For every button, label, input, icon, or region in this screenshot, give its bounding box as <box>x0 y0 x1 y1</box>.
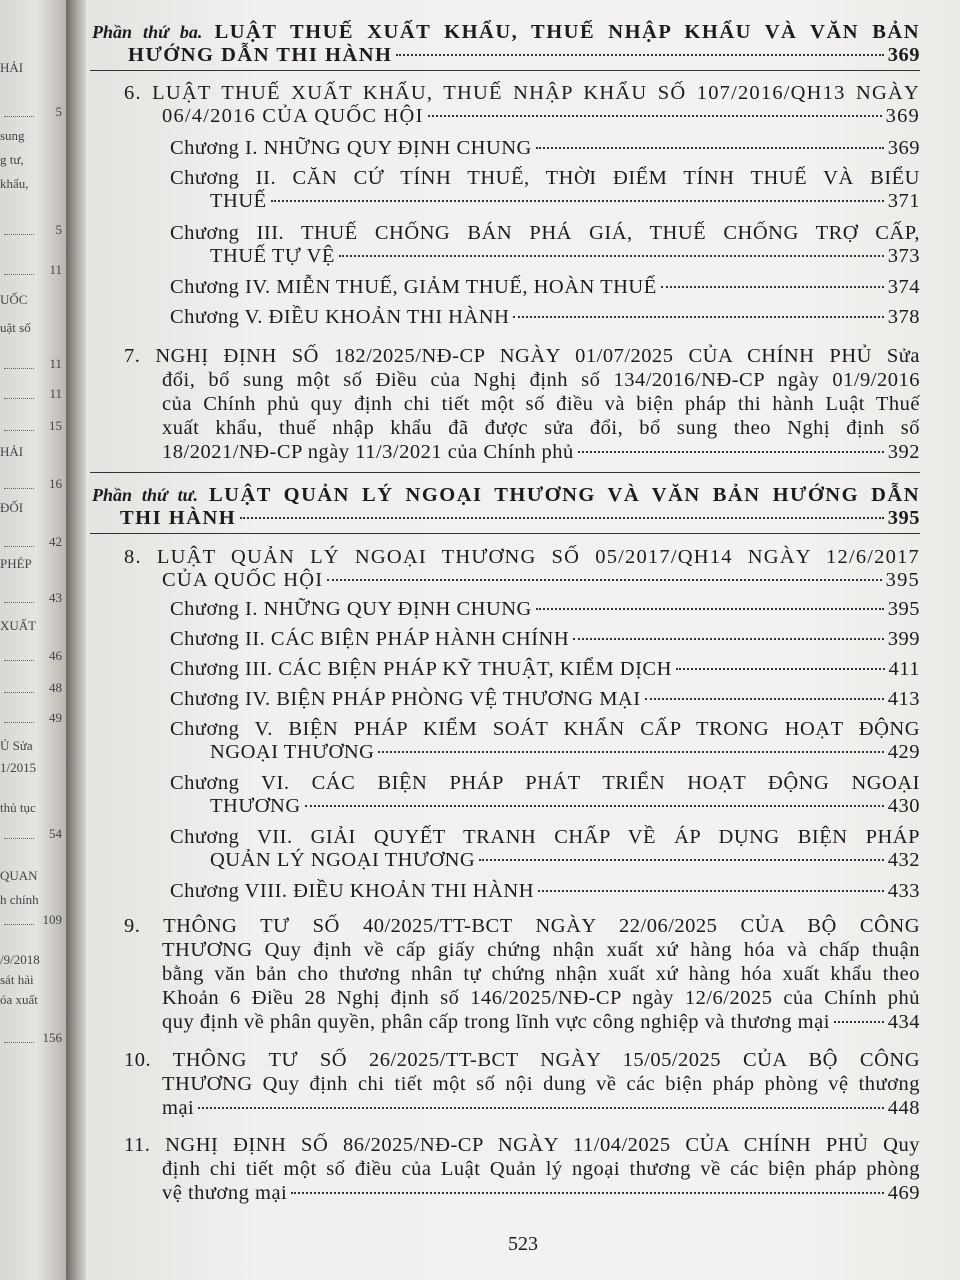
dot-leader <box>291 1192 884 1194</box>
entry-line: THƯƠNG Quy định chi tiết một số nội dung về các biện pháp phòng vệ thương <box>162 1073 920 1095</box>
part-label: Phần thứ ba. <box>92 22 203 42</box>
left-page-fragment: sát hải <box>0 972 34 987</box>
left-page-fragment: XUẤT <box>0 618 37 633</box>
table-of-contents <box>86 0 960 1280</box>
page-number: 374 <box>887 276 920 298</box>
entry-line: 11. NGHỊ ĐỊNH SỐ 86/2025/NĐ-CP NGÀY 11/04/2025 CỦA CHÍNH PHỦ Quy <box>124 1134 920 1156</box>
dot-leader <box>645 698 884 700</box>
chapter-entry <box>170 628 920 651</box>
left-page-fragment: 42 <box>49 534 62 549</box>
page-number: 392 <box>887 441 920 463</box>
entry-line: quy định về phân quyền, phân cấp trong lĩnh vực công nghiệp và thương mại <box>162 1011 830 1033</box>
chapter-title: Chương IV. MIỄN THUẾ, GIẢM THUẾ, HOÀN THUẾ <box>170 276 657 298</box>
chapter-entry <box>170 598 920 621</box>
page-number: 378 <box>887 306 920 328</box>
dot-leader <box>538 890 884 892</box>
dot-leader <box>536 147 884 149</box>
entry-title-cont: CỦA QUỐC HỘI <box>162 569 324 591</box>
left-page-fragment: HẢI <box>0 60 24 75</box>
dot-leader <box>240 517 884 519</box>
toc-entry <box>124 914 920 1034</box>
chapter-title: Chương VIII. ĐIỀU KHOẢN THI HÀNH <box>170 880 535 902</box>
toc-entry <box>124 1048 920 1120</box>
dot-leader <box>339 255 884 257</box>
page-number: 433 <box>887 880 920 902</box>
dot-leader <box>198 1107 884 1109</box>
dot-leader <box>428 115 882 117</box>
left-page-fragment: thủ tục <box>0 800 36 815</box>
chapter-entry <box>170 772 920 818</box>
entry-line: mại <box>162 1097 195 1119</box>
chapter-entry <box>170 880 920 903</box>
dot-leader <box>4 488 34 489</box>
chapter-title: Chương VII. GIẢI QUYẾT TRANH CHẤP VỀ ÁP DỤNG BIỆN PHÁP <box>170 826 920 848</box>
toc-entry <box>124 546 920 592</box>
entry-line: THƯƠNG Quy định về cấp giấy chứng nhận xuất xứ hàng hóa và chấp thuận <box>162 939 920 961</box>
left-page-fragment: 1/2015 <box>0 760 37 775</box>
left-page-fragment: HẢI <box>0 444 24 459</box>
left-page-fragment: 11 <box>49 262 62 277</box>
dot-leader <box>676 668 885 670</box>
part-label: Phần thứ tư. <box>92 485 198 505</box>
left-page-fragment: 46 <box>49 648 62 663</box>
part-title-cont: HƯỚNG DẪN THI HÀNH <box>128 44 393 66</box>
part-title: LUẬT QUẢN LÝ NGOẠI THƯƠNG VÀ VĂN BẢN HƯỚNG DẪN <box>209 484 921 506</box>
entry-line: định chi tiết một số điều của Luật Quản lý ngoại thương về các biện pháp phòng <box>162 1158 920 1180</box>
chapter-entry <box>170 718 920 764</box>
chapter-title-cont: THUẾ TỰ VỆ <box>210 245 335 267</box>
part-heading <box>92 484 920 530</box>
left-page-fragment: /9/2018 <box>0 952 40 967</box>
chapter-title: Chương II. CÁC BIỆN PHÁP HÀNH CHÍNH <box>170 628 570 650</box>
page-number: 411 <box>888 658 920 680</box>
chapter-entry <box>170 222 920 268</box>
chapter-title: Chương I. NHỮNG QUY ĐỊNH CHUNG <box>170 598 532 620</box>
entry-title-cont: 06/4/2016 CỦA QUỐC HỘI <box>162 105 424 127</box>
book-gutter <box>66 0 86 1280</box>
left-page-fragment: 156 <box>42 1030 62 1045</box>
dot-leader <box>513 316 883 318</box>
left-page-fragment: 5 <box>55 104 62 119</box>
dot-leader <box>4 692 34 693</box>
dot-leader <box>578 451 884 453</box>
dot-leader <box>305 805 884 807</box>
left-page-fragment: 43 <box>49 590 62 605</box>
page-number: 429 <box>887 741 920 763</box>
chapter-entry <box>170 306 920 329</box>
chapter-title: Chương V. ĐIỀU KHOẢN THI HÀNH <box>170 306 510 328</box>
toc-entry <box>124 1133 920 1205</box>
dot-leader <box>4 924 34 925</box>
chapter-title-cont: QUẢN LÝ NGOẠI THƯƠNG <box>210 849 476 871</box>
page-number: 395 <box>885 569 920 591</box>
dot-leader <box>4 234 34 235</box>
page-number: 369 <box>885 105 920 127</box>
dot-leader <box>4 722 34 723</box>
section-rule <box>90 70 920 71</box>
page-number: 448 <box>887 1097 920 1119</box>
page-number: 413 <box>887 688 920 710</box>
left-page-fragment: 5 <box>55 222 62 237</box>
part-heading <box>92 21 920 67</box>
dot-leader <box>4 546 34 547</box>
page-footer-number: 523 <box>508 1233 538 1255</box>
left-page-fragment: 11 <box>49 386 62 401</box>
left-page-fragment: 16 <box>49 476 62 491</box>
entry-line: đổi, bổ sung một số Điều của Nghị định số 134/2016/NĐ-CP ngày 01/9/2016 <box>162 369 920 391</box>
chapter-entry <box>170 826 920 872</box>
entry-line: Khoản 6 Điều 28 Nghị định số 146/2025/NĐ-CP ngày 12/6/2025 của Chính phủ <box>162 987 920 1009</box>
page-number: 432 <box>887 849 920 871</box>
page-number: 399 <box>887 628 920 650</box>
dot-leader <box>573 638 884 640</box>
chapter-entry <box>170 137 920 160</box>
toc-entry <box>124 344 920 464</box>
left-facing-page <box>0 0 66 1280</box>
entry-line: 10. THÔNG TƯ SỐ 26/2025/TT-BCT NGÀY 15/05/2025 CỦA BỘ CÔNG <box>124 1049 920 1071</box>
dot-leader <box>4 368 34 369</box>
left-page-fragment: PHÉP <box>0 556 32 571</box>
page-number: 395 <box>887 507 920 529</box>
dot-leader <box>536 608 884 610</box>
page-number: 373 <box>887 245 920 267</box>
toc-page <box>86 0 960 1280</box>
section-rule <box>90 472 920 473</box>
section-rule <box>90 533 920 534</box>
dot-leader <box>396 54 883 56</box>
chapter-title: Chương V. BIỆN PHÁP KIỂM SOÁT KHẨN CẤP TRONG HOẠT ĐỘNG <box>170 718 920 740</box>
entry-title: 8. LUẬT QUẢN LÝ NGOẠI THƯƠNG SỐ 05/2017/QH14 NGÀY 12/6/2017 <box>124 546 920 568</box>
page-number: 371 <box>887 190 920 212</box>
dot-leader <box>327 579 881 581</box>
page-number: 430 <box>887 795 920 817</box>
entry-line: vệ thương mại <box>162 1182 288 1204</box>
page-number: 369 <box>887 44 920 66</box>
dot-leader <box>4 1042 34 1043</box>
entry-line: của Chính phủ quy định chi tiết một số điều và biện pháp thi hành Luật Thuế <box>162 393 920 415</box>
dot-leader <box>4 838 34 839</box>
dot-leader <box>271 200 884 202</box>
left-page-fragment: khẩu, <box>0 176 29 191</box>
dot-leader <box>4 398 34 399</box>
chapter-title-cont: THUẾ <box>210 190 267 212</box>
chapter-title: Chương I. NHỮNG QUY ĐỊNH CHUNG <box>170 137 532 159</box>
left-page-fragment: 11 <box>49 356 62 371</box>
dot-leader <box>378 751 883 753</box>
left-page-fragment: UỐC <box>0 292 28 307</box>
left-page-fragment: ĐỐI <box>0 500 24 515</box>
dot-leader <box>479 859 884 861</box>
left-page-fragment: óa xuất <box>0 992 38 1007</box>
left-page-fragment: 15 <box>49 418 62 433</box>
dot-leader <box>834 1021 884 1023</box>
page-number: 395 <box>887 598 920 620</box>
part-title: LUẬT THUẾ XUẤT KHẨU, THUẾ NHẬP KHẨU VÀ VĂN BẢN <box>214 21 921 43</box>
entry-line: 18/2021/NĐ-CP ngày 11/3/2021 của Chính phủ <box>162 441 574 463</box>
chapter-title-cont: NGOẠI THƯƠNG <box>210 741 375 763</box>
part-title-cont: THI HÀNH <box>120 507 237 529</box>
left-page-fragment: Ủ Sửa <box>0 738 33 753</box>
left-page-fragment: 49 <box>49 710 62 725</box>
dot-leader <box>4 274 34 275</box>
entry-line: 9. THÔNG TƯ SỐ 40/2025/TT-BCT NGÀY 22/06/2025 CỦA BỘ CÔNG <box>124 915 920 937</box>
toc-entry <box>124 82 920 128</box>
left-page-fragment: QUAN <box>0 868 38 883</box>
dot-leader <box>661 286 884 288</box>
left-page-fragment: 109 <box>42 912 62 927</box>
chapter-title: Chương III. CÁC BIỆN PHÁP KỸ THUẬT, KIỂM DỊCH <box>170 658 672 680</box>
left-page-fragment: 48 <box>49 680 62 695</box>
chapter-title: Chương VI. CÁC BIỆN PHÁP PHÁT TRIỂN HOẠT ĐỘNG NGOẠI <box>170 772 920 794</box>
chapter-entry <box>170 167 920 213</box>
left-page-fragment: uật số <box>0 320 31 335</box>
page-number: 469 <box>887 1182 920 1204</box>
dot-leader <box>4 660 34 661</box>
entry-line: bằng văn bản cho thương nhân tự chứng nhận xuất xứ hàng hóa xuất khẩu theo <box>162 963 920 985</box>
left-page-fragment: 54 <box>49 826 62 841</box>
entry-line: xuất khẩu, thuế nhập khẩu đã được sửa đổi, bổ sung theo Nghị định số <box>162 417 920 439</box>
page-number: 434 <box>887 1011 920 1033</box>
chapter-title: Chương III. THUẾ CHỐNG BÁN PHÁ GIÁ, THUẾ CHỐNG TRỢ CẤP, <box>170 222 920 244</box>
left-page-fragment: sung <box>0 128 25 143</box>
chapter-entry <box>170 276 920 299</box>
dot-leader <box>4 116 34 117</box>
entry-line: 7. NGHỊ ĐỊNH SỐ 182/2025/NĐ-CP NGÀY 01/07/2025 CỦA CHÍNH PHỦ Sửa <box>124 345 920 367</box>
dot-leader <box>4 602 34 603</box>
chapter-entry <box>170 658 920 681</box>
page-number: 369 <box>887 137 920 159</box>
left-page-fragment: h chính <box>0 892 39 907</box>
dot-leader <box>4 430 34 431</box>
left-page-fragment: g tư, <box>0 152 24 167</box>
chapter-title: Chương IV. BIỆN PHÁP PHÒNG VỆ THƯƠNG MẠI <box>170 688 641 710</box>
chapter-title-cont: THƯƠNG <box>210 795 301 817</box>
entry-title: 6. LUẬT THUẾ XUẤT KHẨU, THUẾ NHẬP KHẨU SỐ 107/2016/QH13 NGÀY <box>124 82 920 104</box>
chapter-entry <box>170 688 920 711</box>
chapter-title: Chương II. CĂN CỨ TÍNH THUẾ, THỜI ĐIỂM TÍNH THUẾ VÀ BIỂU <box>170 167 920 189</box>
